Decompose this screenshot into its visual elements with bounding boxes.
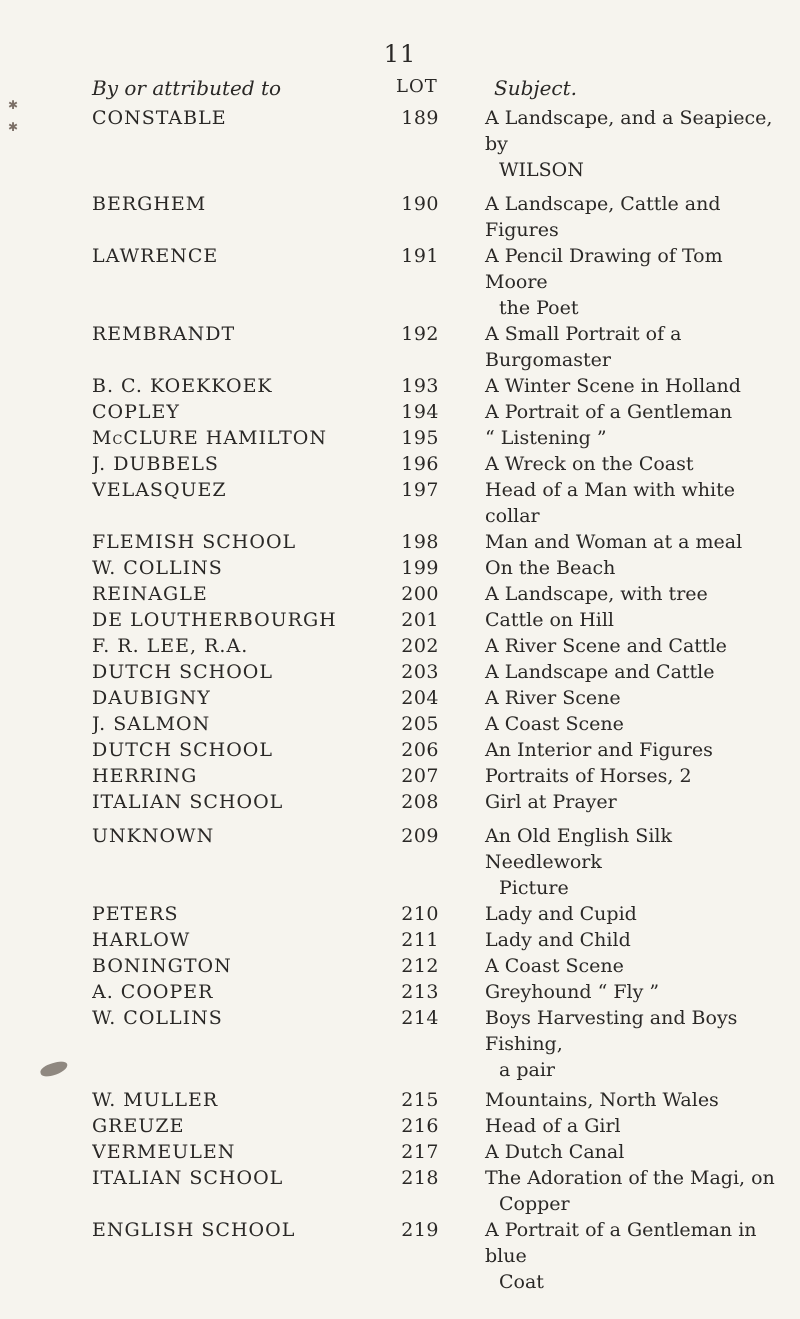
subject-text [485, 105, 785, 183]
lot-number: 193 [401, 375, 439, 397]
catalogue-entry [0, 1139, 800, 1165]
artist-name: W. COLLINS [92, 1007, 223, 1029]
catalogue-entry [0, 685, 800, 711]
catalogue-entry [0, 191, 800, 243]
subject-text [485, 979, 785, 1005]
subject-text [485, 789, 785, 815]
subject-line: Head of a Man with white collar [485, 479, 735, 527]
lot-number: 196 [401, 453, 439, 475]
subject-continuation: Picture [499, 877, 569, 899]
subject-line: A Coast Scene [485, 713, 624, 735]
subject-continuation: Copper [499, 1193, 570, 1215]
artist-name: J. DUBBELS [92, 453, 219, 475]
subject-line: A Winter Scene in Holland [485, 375, 741, 397]
subject-text [485, 425, 785, 451]
catalogue-entry [0, 659, 800, 685]
subject-line: A Small Portrait of a Burgomaster [485, 323, 682, 371]
artist-name: A. COOPER [92, 981, 214, 1003]
lot-number: 203 [401, 661, 439, 683]
catalogue-entry [0, 529, 800, 555]
lot-number: 217 [401, 1141, 439, 1163]
subject-continuation: Coat [499, 1271, 544, 1293]
lot-number: 219 [401, 1219, 439, 1241]
subject-text [485, 823, 785, 901]
subject-text [485, 555, 785, 581]
subject-line: Greyhound “ Fly ” [485, 981, 660, 1003]
subject-text [485, 529, 785, 555]
lot-number: 190 [401, 193, 439, 215]
subject-text [485, 1217, 785, 1295]
subject-line: Boys Harvesting and Boys Fishing, [485, 1007, 738, 1055]
catalogue-entry [0, 1217, 800, 1295]
lot-number: 209 [401, 825, 439, 847]
catalogue-entry [0, 737, 800, 763]
catalogue-entry [0, 373, 800, 399]
artist-name: VERMEULEN [92, 1141, 236, 1163]
subject-text [485, 373, 785, 399]
artist-name: ITALIAN SCHOOL [92, 791, 284, 813]
catalogue-entry [0, 321, 800, 373]
subject-text [485, 633, 785, 659]
subject-continuation: WILSON [499, 159, 584, 181]
artist-name: DUTCH SCHOOL [92, 661, 273, 683]
subject-line: A Landscape, Cattle and Figures [485, 193, 721, 241]
subject-line: Head of a Girl [485, 1115, 621, 1137]
subject-line: A River Scene and Cattle [485, 635, 727, 657]
catalogue-entry [0, 763, 800, 789]
subject-text [485, 1139, 785, 1165]
subject-line: A Pencil Drawing of Tom Moore [485, 245, 723, 293]
subject-text [485, 191, 785, 243]
catalogue-entry [0, 105, 800, 183]
artist-name: PETERS [92, 903, 179, 925]
catalogue-entry [0, 789, 800, 815]
subject-line: Mountains, North Wales [485, 1089, 719, 1111]
subject-text [485, 607, 785, 633]
subject-line: A Landscape, with tree [485, 583, 708, 605]
lot-number: 206 [401, 739, 439, 761]
subject-text [485, 451, 785, 477]
artist-name: FLEMISH SCHOOL [92, 531, 297, 553]
subject-text [485, 1087, 785, 1113]
catalogue-entry [0, 1087, 800, 1113]
lot-number: 195 [401, 427, 439, 449]
subject-line: Girl at Prayer [485, 791, 617, 813]
subject-line: On the Beach [485, 557, 616, 579]
catalogue-entry [0, 607, 800, 633]
artist-name: HERRING [92, 765, 198, 787]
lot-column-header: LOT [396, 76, 438, 97]
subject-line: A Landscape, and a Seapiece, by [485, 107, 773, 155]
subject-line: A Dutch Canal [485, 1141, 625, 1163]
artist-name: DE LOUTHERBOURGH [92, 609, 337, 631]
subject-text [485, 321, 785, 373]
artist-name: UNKNOWN [92, 825, 215, 847]
lot-number: 197 [401, 479, 439, 501]
artist-name: CONSTABLE [92, 107, 227, 129]
artist-name: BONINGTON [92, 955, 232, 977]
subject-line: A Coast Scene [485, 955, 624, 977]
subject-text [485, 953, 785, 979]
subject-text [485, 399, 785, 425]
subject-line: A Wreck on the Coast [485, 453, 694, 475]
artist-name: W. MULLER [92, 1089, 219, 1111]
catalogue-list [0, 105, 800, 1295]
artist-name: REINAGLE [92, 583, 208, 605]
lot-number: 214 [401, 1007, 439, 1029]
catalogue-entry [0, 581, 800, 607]
catalogue-entry [0, 243, 800, 321]
subject-text [485, 243, 785, 321]
artist-name: ENGLISH SCHOOL [92, 1219, 296, 1241]
lot-number: 200 [401, 583, 439, 605]
margin-mark: ✱ [8, 98, 19, 112]
catalogue-entry [0, 555, 800, 581]
lot-number: 211 [401, 929, 439, 951]
subject-line: A River Scene [485, 687, 621, 709]
subject-text [485, 927, 785, 953]
artist-name: REMBRANDT [92, 323, 236, 345]
artist-name: B. C. KOEKKOEK [92, 375, 273, 397]
catalogue-entry [0, 711, 800, 737]
lot-number: 216 [401, 1115, 439, 1137]
subject-line: Lady and Child [485, 929, 631, 951]
subject-text [485, 685, 785, 711]
artist-name: McCLURE HAMILTON [92, 427, 327, 449]
lot-number: 204 [401, 687, 439, 709]
artist-name: COPLEY [92, 401, 180, 423]
lot-number: 194 [401, 401, 439, 423]
subject-text [485, 581, 785, 607]
subject-line: Lady and Cupid [485, 903, 637, 925]
catalogue-entry [0, 901, 800, 927]
subject-text [485, 477, 785, 529]
page-number: 11 [383, 40, 417, 68]
artist-name: HARLOW [92, 929, 191, 951]
subject-line: Cattle on Hill [485, 609, 615, 631]
artist-column-header: By or attributed to [92, 76, 282, 100]
subject-line: An Interior and Figures [485, 739, 713, 761]
subject-column-header: Subject. [494, 76, 578, 100]
lot-number: 207 [401, 765, 439, 787]
artist-name: ITALIAN SCHOOL [92, 1167, 284, 1189]
subject-continuation: a pair [499, 1059, 556, 1081]
subject-line: An Old English Silk Needlework [485, 825, 672, 873]
subject-text [485, 1005, 785, 1083]
subject-text [485, 763, 785, 789]
artist-name: VELASQUEZ [92, 479, 227, 501]
artist-name: GREUZE [92, 1115, 185, 1137]
catalogue-entry [0, 1005, 800, 1083]
subject-line: Portraits of Horses, 2 [485, 765, 692, 787]
lot-number: 202 [401, 635, 439, 657]
catalogue-entry [0, 1165, 800, 1217]
artist-name: BERGHEM [92, 193, 207, 215]
artist-name: LAWRENCE [92, 245, 219, 267]
subject-text [485, 1165, 785, 1217]
subject-line: A Portrait of a Gentleman in blue [485, 1219, 757, 1267]
catalogue-entry [0, 451, 800, 477]
artist-name: F. R. LEE, R.A. [92, 635, 249, 657]
subject-line: A Portrait of a Gentleman [485, 401, 733, 423]
catalogue-entry [0, 633, 800, 659]
subject-line: “ Listening ” [485, 427, 607, 449]
lot-number: 189 [401, 107, 439, 129]
catalogue-entry [0, 823, 800, 901]
catalogue-entry [0, 1113, 800, 1139]
lot-number: 213 [401, 981, 439, 1003]
margin-mark: ✱ [8, 120, 19, 134]
lot-number: 191 [401, 245, 439, 267]
subject-line: Man and Woman at a meal [485, 531, 743, 553]
lot-number: 212 [401, 955, 439, 977]
lot-number: 199 [401, 557, 439, 579]
artist-name: DAUBIGNY [92, 687, 211, 709]
subject-line: A Landscape and Cattle [485, 661, 715, 683]
artist-name: W. COLLINS [92, 557, 223, 579]
catalogue-entry [0, 979, 800, 1005]
artist-name: DUTCH SCHOOL [92, 739, 273, 761]
catalogue-entry [0, 477, 800, 529]
catalogue-entry [0, 953, 800, 979]
subject-line: The Adoration of the Magi, on [485, 1167, 775, 1189]
catalogue-entry [0, 927, 800, 953]
lot-number: 218 [401, 1167, 439, 1189]
subject-text [485, 737, 785, 763]
lot-number: 210 [401, 903, 439, 925]
lot-number: 215 [401, 1089, 439, 1111]
subject-text [485, 901, 785, 927]
lot-number: 198 [401, 531, 439, 553]
catalogue-entry [0, 399, 800, 425]
lot-number: 205 [401, 713, 439, 735]
subject-text [485, 711, 785, 737]
artist-name: J. SALMON [92, 713, 211, 735]
subject-text [485, 659, 785, 685]
lot-number: 208 [401, 791, 439, 813]
subject-continuation: the Poet [499, 297, 579, 319]
catalogue-entry [0, 425, 800, 451]
subject-text [485, 1113, 785, 1139]
lot-number: 201 [401, 609, 439, 631]
lot-number: 192 [401, 323, 439, 345]
